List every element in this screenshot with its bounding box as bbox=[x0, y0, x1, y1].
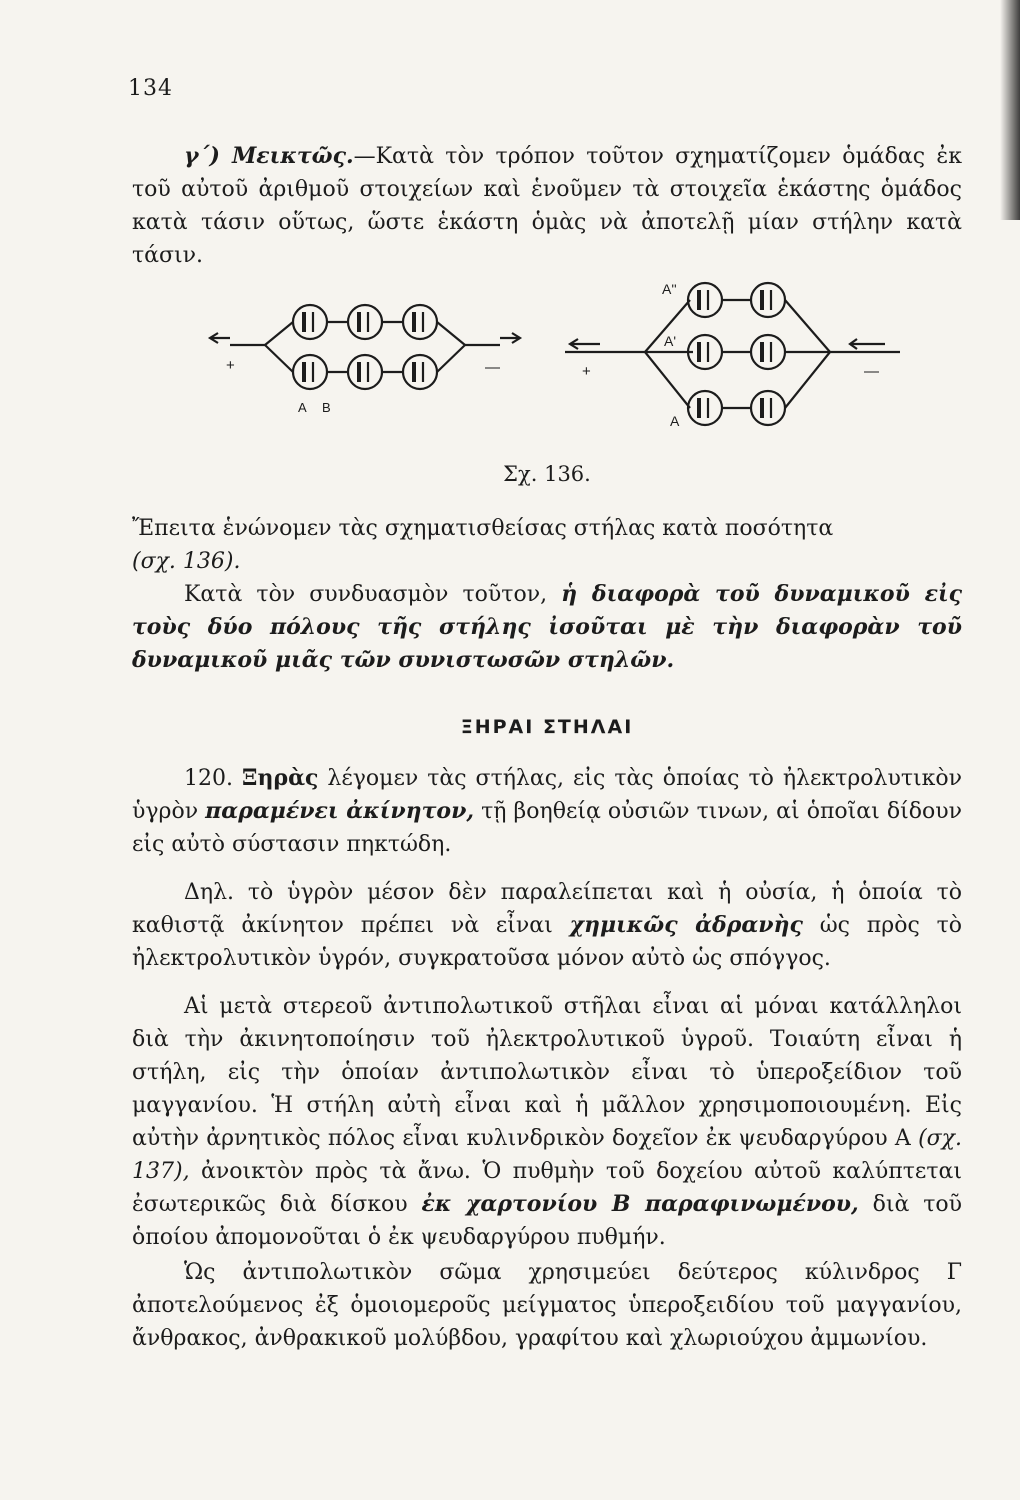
right-middle-row-cells bbox=[688, 335, 785, 369]
left-label-b: B bbox=[322, 400, 331, 415]
paragraph-text-end: διὰ τοῦ ὁποίου ἀπομονοῦται ὁ ἐκ ψευδαργύρου πυθμήν. bbox=[132, 1192, 962, 1250]
figure-caption: Σχ. 136. bbox=[503, 462, 591, 486]
paragraph-depolarizer bbox=[132, 990, 962, 1254]
right-label-a-mid: A' bbox=[664, 333, 677, 349]
paragraph-mixture bbox=[132, 1256, 962, 1355]
right-top-row-cells bbox=[688, 283, 785, 317]
paragraph-potential-difference bbox=[132, 578, 962, 677]
right-label-a-top: A'' bbox=[662, 281, 677, 297]
left-branch-top-out bbox=[437, 322, 465, 345]
left-plus-label: + bbox=[226, 357, 235, 374]
paragraph-mixed-grouping bbox=[132, 140, 962, 272]
page-number: 134 bbox=[128, 76, 173, 101]
page-edge-shadow bbox=[1000, 0, 1020, 220]
left-label-a: A bbox=[298, 400, 307, 415]
emphasis-text: παραμένει ἀκίνητον, bbox=[205, 798, 475, 824]
paragraph-text: Δηλ. τὸ ὑγρὸν μέσον δὲν παραλείπεται καὶ ἡ οὐσία, ἡ ὁποία τὸ καθιστᾷ ἀκίνητον πρέπει νὰ εἶναι bbox=[132, 880, 962, 938]
left-branch-bottom-out bbox=[437, 345, 465, 372]
right-bottom-row-cells bbox=[688, 391, 785, 425]
paragraph-text: Κατὰ τὸν συνδυασμὸν τοῦτον, bbox=[184, 582, 562, 607]
section-label: γ΄) Μεικτῶς. bbox=[184, 143, 354, 169]
paragraph-text-end: ὡς πρὸς τὸ ἠλεκτρολυτικὸν ὑγρόν, συγκρατοῦσα μόνον αὐτὸ ὡς σπόγγος. bbox=[132, 913, 963, 971]
left-top-row-cells bbox=[293, 305, 437, 339]
right-branch-bottom-in bbox=[645, 352, 690, 408]
right-plus-label: + bbox=[582, 363, 591, 380]
paragraph-text: Ἔπειτα ἑνώνομεν τὰς σχηματισθείσας στήλας κατὰ ποσότητα bbox=[132, 516, 834, 541]
paragraph-text: Ὡς ἀντιπολωτικὸν σῶμα χρησιμεύει δεύτερος κύλινδρος Γ ἀποτελούμενος ἐξ ὁμοιομεροῦς μείγματος ὑπεροξειδίου τοῦ μαγγανίου, ἄνθρακος, ἀνθρακικοῦ μολύβδου, γραφίτου καὶ χλωριούχου ἀμμωνίου. bbox=[132, 1260, 962, 1351]
paragraph-text: —Κατὰ τὸν τρόπον τοῦτον σχηματίζομεν ὁμάδας ἐκ τοῦ αὐτοῦ ἀριθμοῦ στοιχείων καὶ ἑνοῦμεν τὰ στοιχεῖα ἑκάστης ὁμάδος κατὰ τάσιν οὕτως, ὥστε ἑκάστη ὁμὰς νὰ ἀποτελῇ μίαν στήλην κατὰ τάσιν. bbox=[132, 144, 962, 268]
left-branch-top-in bbox=[265, 322, 293, 345]
left-branch-bottom-in bbox=[265, 345, 293, 372]
right-minus-label: — bbox=[864, 363, 879, 380]
left-minus-label: — bbox=[485, 359, 500, 376]
paragraph-text: Αἱ μετὰ στερεοῦ ἀντιπολωτικοῦ στῆλαι εἶναι αἱ μόναι κατάλληλοι διὰ τὴν ἀκινητοποίησιν τοῦ ἠλεκτρολυτικοῦ ὑγροῦ. Τοιαύτη εἶναι ἡ στήλη, εἰς τὴν ὁποίαν ἀντιπολωτικὸν εἶναι τὸ ὑπεροξείδιον τοῦ μαγγανίου. Ἡ στήλη αὐτὴ εἶναι καὶ ἡ μᾶλλον χρησιμοποιουμένη. Εἰς αὐτὴν ἀρνητικὸς πόλος εἶναι κυλινδρικὸν δοχεῖον ἐκ ψευδαργύρου Α bbox=[132, 994, 962, 1151]
paragraph-combine bbox=[132, 512, 962, 578]
emphasis-text: ἐκ χαρτονίου Β παραφινωμένου, bbox=[421, 1191, 859, 1217]
paragraph-text-end: τῇ βοηθείᾳ οὐσιῶν τινων, αἱ ὁποῖαι δίδουν εἰς αὐτὸ σύστασιν πηκτώδη. bbox=[132, 799, 962, 857]
paragraph-text-mid: ἀνοικτὸν πρὸς τὰ ἄνω. Ὁ πυθμὴν τοῦ δοχείου αὐτοῦ καλύπτεται ἐσωτερικῶς διὰ δίσκου bbox=[132, 1159, 962, 1217]
emphasis-text: χημικῶς ἀδρανὴς bbox=[569, 912, 803, 938]
section-heading: ΞΗΡΑΙ ΣΤΗΛΑΙ bbox=[460, 716, 634, 738]
figure-reference: (σχ. 137), bbox=[132, 1126, 962, 1184]
right-branch-top-out bbox=[785, 300, 830, 352]
emphasis-text: ἡ διαφορὰ τοῦ δυναμικοῦ εἰς τοὺς δύο πόλους τῆς στήλης ἰσοῦται μὲ τὴν διαφορὰν τοῦ δυναμικοῦ μιᾶς τῶν συνιστωσῶν στηλῶν. bbox=[132, 581, 962, 673]
right-label-a-bottom: A bbox=[670, 413, 680, 429]
term: Ξηρὰς bbox=[241, 765, 319, 791]
paragraph-text: λέγομεν τὰς στήλας, εἰς τὰς ὁποίας τὸ ἠλεκτρολυτικὸν ὑγρὸν bbox=[132, 766, 962, 824]
paragraph-120-dry-cells bbox=[132, 762, 962, 861]
left-bottom-row-cells bbox=[293, 355, 437, 389]
battery-circuit-svg bbox=[200, 280, 920, 450]
figure-reference: (σχ. 136). bbox=[132, 549, 241, 574]
right-branch-bottom-out bbox=[785, 352, 830, 408]
figure-136-battery-diagram bbox=[200, 280, 920, 450]
paragraph-inert-substance bbox=[132, 876, 962, 975]
section-number: 120. bbox=[184, 766, 233, 791]
